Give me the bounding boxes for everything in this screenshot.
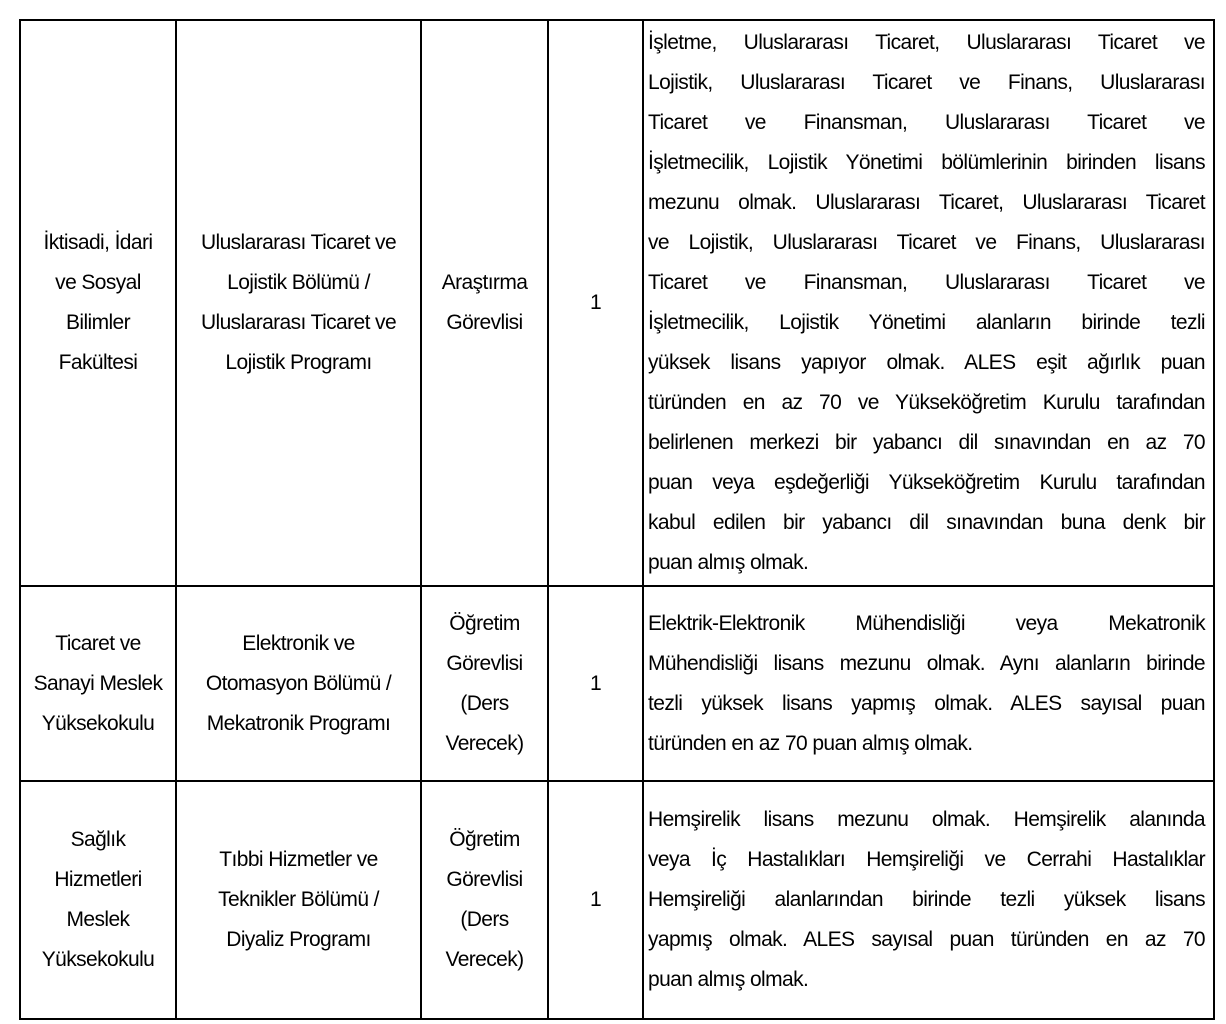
text-line: Elektrik-Elektronik Mühendisliği veya Mekatronik [648,611,1205,635]
department-cell [176,20,421,586]
requirements-cell [643,586,1214,781]
text-line: Elektronik ve [242,631,355,655]
text-line: puan almış olmak. [648,968,809,991]
text-line: İktisadi, İdari [43,231,153,254]
faculty-cell [20,586,176,781]
text-line: Meslek [66,908,130,931]
text-line: Diyaliz Programı [226,928,371,951]
text-line: veya İç Hastalıkları Hemşireliği ve Cerrahi Hastalıklar [648,848,1205,871]
title-cell [421,20,548,586]
table-row [20,20,1214,586]
requirements-cell [643,20,1214,586]
table-row [20,586,1214,781]
text-line: puan almış olmak. [648,551,809,574]
faculty-cell [20,781,176,1019]
text-line: ve Lojistik, Uluslararası Ticaret ve Finans, Uluslararası [648,231,1205,254]
text-line: Verecek) [445,948,524,971]
text-line: yapmış olmak. ALES sayısal puan türünden en az 70 [648,928,1205,951]
text-line: Hizmetleri [54,868,142,891]
text-line: Ticaret ve Finansman, Uluslararası Ticaret ve [648,271,1205,294]
text-line: İşletme, Uluslararası Ticaret, Uluslararası Ticaret ve [648,31,1205,54]
department-cell [176,781,421,1019]
text-line: Sanayi Meslek [33,671,163,695]
text-line: Hemşirelik lisans mezunu olmak. Hemşirelik alanında [648,808,1205,831]
text-line: Görevlisi [446,311,523,334]
text-line: Görevlisi [446,651,523,675]
count-cell: 1 [548,20,643,586]
text-line: Ticaret ve [55,631,141,655]
text-line: Görevlisi [446,868,523,891]
department-cell [176,586,421,781]
text-line: Mühendisliği lisans mezunu olmak. Aynı alanların birinde [648,651,1205,675]
text-line: tezli yüksek lisans yapmış olmak. ALES sayısal puan [648,691,1205,715]
text-line: ve Sosyal [55,271,141,294]
text-line: Hemşireliği alanlarından birinde tezli yüksek lisans [648,888,1205,911]
count-cell: 1 [548,586,643,781]
text-line: Lojistik, Uluslararası Ticaret ve Finans, Uluslararası [648,71,1205,94]
text-line: Araştırma [441,271,528,294]
text-line: Lojistik Bölümü / [227,271,370,294]
text-line: Uluslararası Ticaret ve [200,311,397,334]
text-line: Tıbbi Hizmetler ve [219,848,378,871]
text-line: türünden en az 70 ve Yükseköğretim Kurulu tarafından [648,391,1205,414]
text-line: türünden en az 70 puan almış olmak. [648,731,973,755]
text-line: Öğretim [449,828,520,851]
title-cell [421,781,548,1019]
text-line: Öğretim [449,611,520,635]
text-line: İşletmecilik, Lojistik Yönetimi bölümlerinin birinden lisans [648,151,1205,174]
text-line: Verecek) [445,731,524,755]
text-line: İşletmecilik, Lojistik Yönetimi alanların birinde tezli [648,311,1205,334]
text-line: Lojistik Programı [225,351,372,374]
text-line: Mekatronik Programı [206,711,391,735]
text-line: Yüksekokulu [41,711,155,735]
text-line: yüksek lisans yapıyor olmak. ALES eşit ağırlık puan [648,351,1205,374]
faculty-cell [20,20,176,586]
text-line: Sağlık [70,828,126,851]
text-line: (Ders [460,691,509,715]
text-line: Ticaret ve Finansman, Uluslararası Ticaret ve [648,111,1205,134]
text-line: belirlenen merkezi bir yabancı dil sınavından en az 70 [648,431,1205,454]
text-line: kabul edilen bir yabancı dil sınavından buna denk bir [648,511,1205,534]
requirements-cell [643,781,1214,1019]
table-row [20,781,1214,1019]
text-line: (Ders [460,908,509,931]
count-cell: 1 [548,781,643,1019]
text-line: Fakültesi [58,351,138,374]
text-line: Otomasyon Bölümü / [205,671,392,695]
title-cell [421,586,548,781]
text-line: Bilimler [65,311,131,334]
text-line: puan veya eşdeğerliği Yükseköğretim Kurulu tarafından [648,471,1205,494]
text-line: mezunu olmak. Uluslararası Ticaret, Uluslararası Ticaret [648,191,1205,214]
text-line: Teknikler Bölümü / [218,888,379,911]
text-line: Uluslararası Ticaret ve [200,231,397,254]
text-line: Yüksekokulu [41,948,155,971]
positions-table [19,19,1215,1020]
